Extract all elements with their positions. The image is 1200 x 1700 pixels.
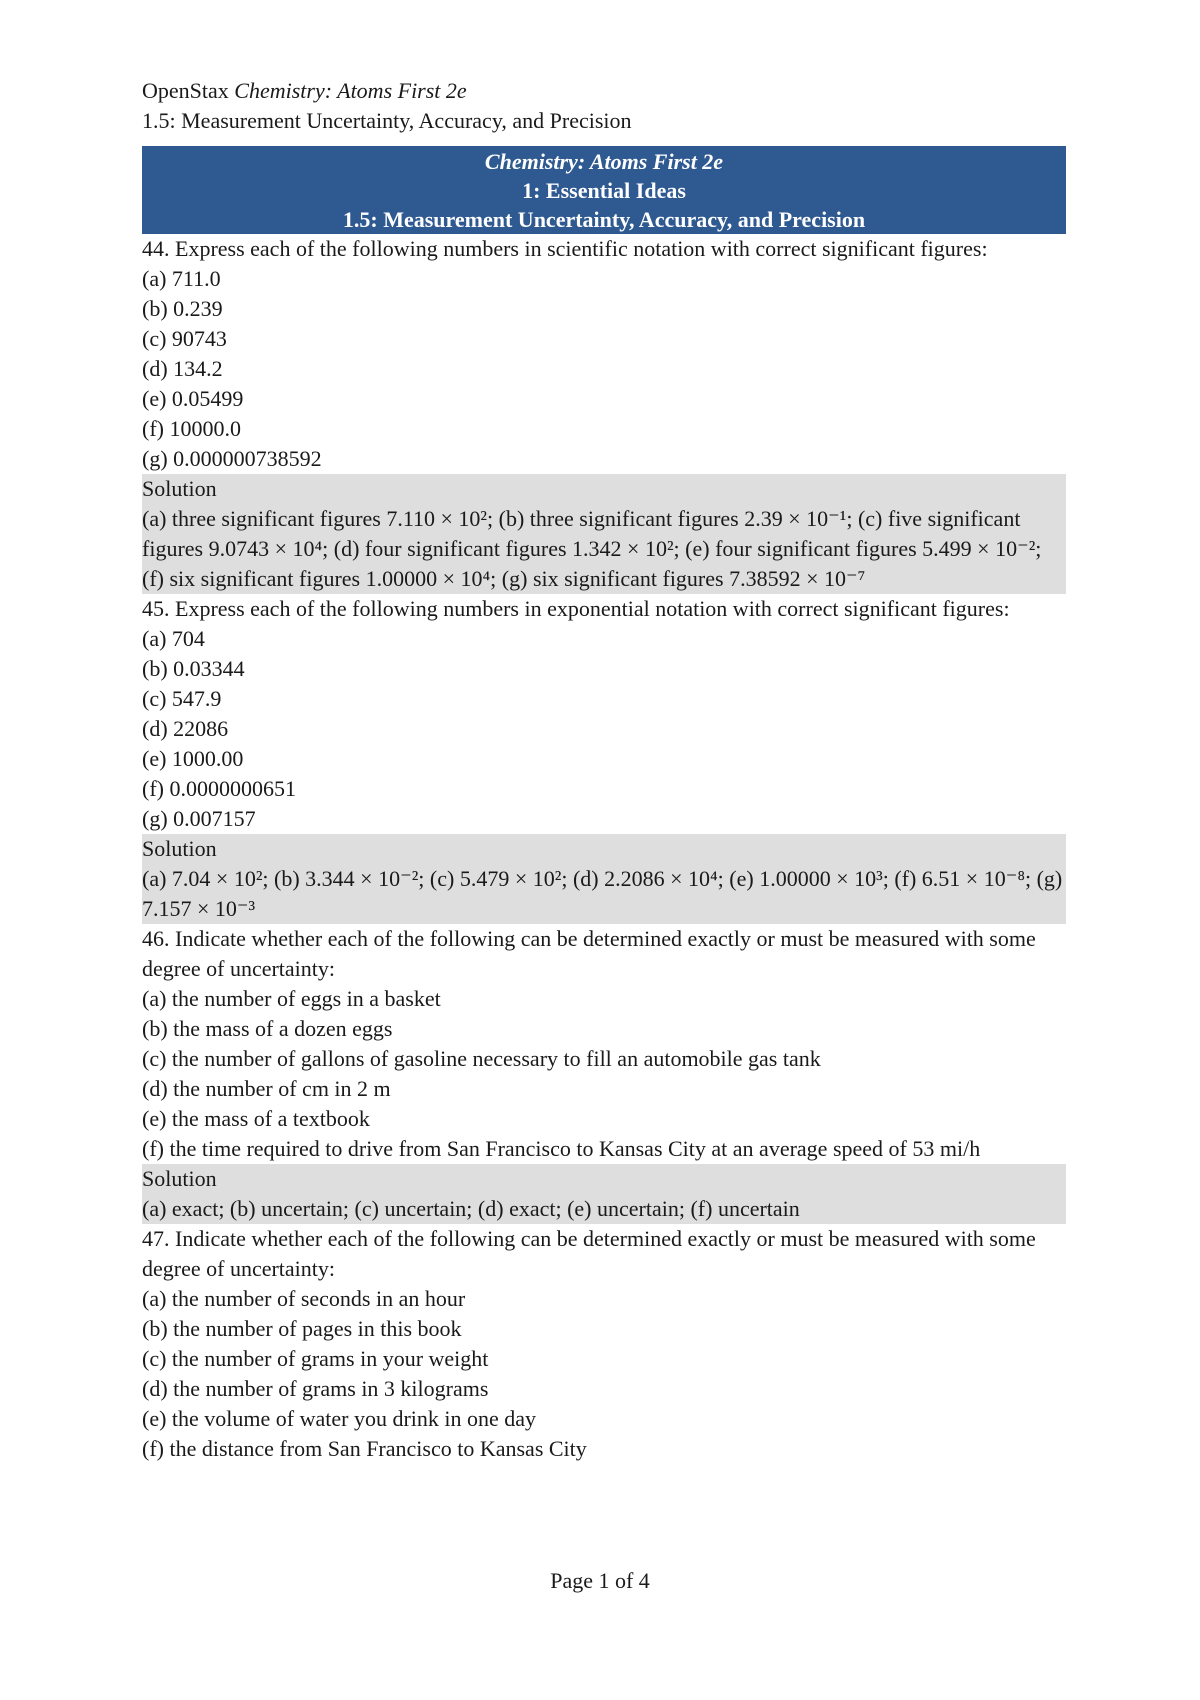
problem-item: (c) 547.9 <box>142 686 222 711</box>
problem-44 <box>142 234 1066 594</box>
problem-item: (d) the number of cm in 2 m <box>142 1076 391 1101</box>
problem-47 <box>142 1224 1066 1464</box>
problem-item: (a) 704 <box>142 626 205 651</box>
problem-item: (b) the number of pages in this book <box>142 1316 462 1341</box>
problem-item: (f) the distance from San Francisco to Kansas City <box>142 1436 587 1461</box>
problem-item: (c) the number of gallons of gasoline necessary to fill an automobile gas tank <box>142 1046 821 1071</box>
solution-label: Solution <box>142 476 217 501</box>
problem-item: (b) the mass of a dozen eggs <box>142 1016 393 1041</box>
banner-chapter: 1: Essential Ideas <box>522 178 686 203</box>
problem-item: (a) 711.0 <box>142 266 221 291</box>
running-header <box>142 76 1066 136</box>
problem-prompt: 44. Express each of the following numbers in scientific notation with correct significant figures: <box>142 236 988 261</box>
solution-text: (a) exact; (b) uncertain; (c) uncertain; (d) exact; (e) uncertain; (f) uncertain <box>142 1196 800 1221</box>
problem-item: (e) 0.05499 <box>142 386 244 411</box>
page-content <box>142 76 1066 1464</box>
problem-item: (c) the number of grams in your weight <box>142 1346 489 1371</box>
solution-label: Solution <box>142 836 217 861</box>
solution-text: (a) 7.04 × 10²; (b) 3.344 × 10⁻²; (c) 5.479 × 10²; (d) 2.2086 × 10⁴; (e) 1.00000 × 10³; (f) 6.51 × 10⁻⁸; (g) 7.157 × 10⁻³ <box>142 866 1063 921</box>
header-publisher: OpenStax <box>142 78 229 103</box>
problem-item: (d) 22086 <box>142 716 229 741</box>
banner-section: 1.5: Measurement Uncertainty, Accuracy, and Precision <box>342 207 866 232</box>
problem-46 <box>142 924 1066 1224</box>
problem-item: (g) 0.007157 <box>142 806 256 831</box>
solution-block <box>142 474 1066 594</box>
title-banner <box>142 146 1066 234</box>
problem-item: (b) 0.03344 <box>142 656 245 681</box>
problem-item: (d) the number of grams in 3 kilograms <box>142 1376 489 1401</box>
header-section: 1.5: Measurement Uncertainty, Accuracy, and Precision <box>142 108 632 133</box>
solution-text: (a) three significant figures 7.110 × 10²; (b) three significant figures 2.39 × 10⁻¹; (c) five significant figures 9.0743 × 10⁴; (d) four significant figures 1.342 × 10²; (e) four significant figures 5.499 × 10⁻²; (f) six significant figures 1.00000 × 10⁴; (g) six significant figures 7.38592 × 10⁻⁷ <box>142 506 1042 591</box>
problem-item: (a) the number of seconds in an hour <box>142 1286 466 1311</box>
problem-item: (g) 0.000000738592 <box>142 446 322 471</box>
problem-item: (d) 134.2 <box>142 356 223 381</box>
problem-item: (e) the mass of a textbook <box>142 1106 370 1131</box>
problem-item: (c) 90743 <box>142 326 227 351</box>
problem-item: (e) the volume of water you drink in one day <box>142 1406 537 1431</box>
problem-item: (a) the number of eggs in a basket <box>142 986 441 1011</box>
problem-prompt: 47. Indicate whether each of the following can be determined exactly or must be measured with some degree of uncertainty: <box>142 1226 1036 1281</box>
header-book-line <box>142 76 1066 106</box>
problem-item: (f) 10000.0 <box>142 416 241 441</box>
banner-book-title: Chemistry: Atoms First 2e <box>484 149 724 174</box>
page-number: Page 1 of 4 <box>550 1568 650 1593</box>
solution-label: Solution <box>142 1166 217 1191</box>
problem-prompt: 45. Express each of the following numbers in exponential notation with correct significant figures: <box>142 596 1010 621</box>
problem-item: (f) the time required to drive from San Francisco to Kansas City at an average speed of 53 mi/h <box>142 1136 981 1161</box>
problem-45 <box>142 594 1066 924</box>
problem-item: (f) 0.0000000651 <box>142 776 296 801</box>
problem-item: (b) 0.239 <box>142 296 223 321</box>
problem-prompt: 46. Indicate whether each of the following can be determined exactly or must be measured with some degree of uncertainty: <box>142 926 1036 981</box>
solution-block <box>142 834 1066 924</box>
problem-item: (e) 1000.00 <box>142 746 244 771</box>
header-book-title: Chemistry: Atoms First 2e <box>234 78 467 103</box>
solution-block <box>142 1164 1066 1224</box>
